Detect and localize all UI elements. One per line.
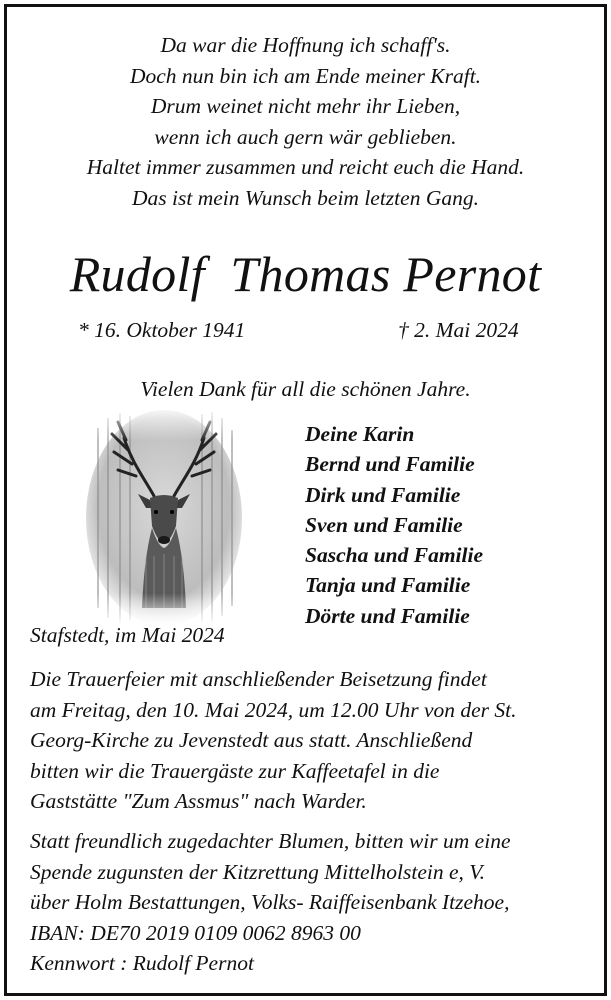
family-member: Tanja und Familie bbox=[305, 573, 471, 598]
family-list bbox=[305, 419, 483, 631]
thanks-line: Vielen Dank für all die schönen Jahre. bbox=[140, 377, 471, 401]
donation-line: IBAN: DE70 2019 0109 0062 8963 00 bbox=[30, 920, 361, 945]
death-date: † 2. Mai 2024 bbox=[398, 318, 519, 342]
family-member: Deine Karin bbox=[305, 422, 415, 446]
donation-info bbox=[30, 826, 511, 979]
funeral-line: Georg-Kirche zu Jevenstedt aus statt. Anschließend bbox=[30, 728, 473, 752]
donation-line: Spende zugunsten der Kitzrettung Mittelholstein e, V. bbox=[30, 859, 486, 884]
funeral-info bbox=[30, 664, 517, 817]
poem-line: Drum weinet nicht mehr ihr Lieben, bbox=[150, 94, 461, 118]
deceased-name: Rudolf Thomas Pernot bbox=[69, 246, 542, 302]
funeral-line: am Freitag, den 10. Mai 2024, um 12.00 Uhr von der St. bbox=[30, 697, 517, 722]
family-member: Bernd und Familie bbox=[305, 452, 475, 477]
family-member: Dirk und Familie bbox=[305, 482, 461, 507]
family-member: Dörte und Familie bbox=[305, 603, 470, 628]
poem-line: Doch nun bin ich am Ende meiner Kraft. bbox=[129, 63, 482, 88]
deer-illustration bbox=[84, 408, 244, 626]
family-member: Sascha und Familie bbox=[305, 543, 484, 568]
poem-line: wenn ich auch gern wär geblieben. bbox=[154, 124, 457, 149]
funeral-line: Gaststätte "Zum Assmus" nach Warder. bbox=[30, 789, 367, 813]
poem-line: Da war die Hoffnung ich schaff's. bbox=[160, 33, 451, 57]
birth-date: * 16. Oktober 1941 bbox=[78, 318, 246, 342]
place-date: Stafstedt, im Mai 2024 bbox=[30, 623, 225, 647]
donation-line: Statt freundlich zugedachter Blumen, bitten wir um eine bbox=[30, 829, 511, 853]
poem bbox=[0, 30, 611, 213]
donation-line: über Holm Bestattungen, Volks- Raiffeisenbank Itzehoe, bbox=[30, 890, 510, 914]
family-member: Sven und Familie bbox=[305, 512, 463, 537]
funeral-line: bitten wir die Trauergäste zur Kaffeetafel in die bbox=[30, 758, 440, 783]
poem-line: Das ist mein Wunsch beim letzten Gang. bbox=[132, 185, 479, 210]
donation-line: Kennwort : Rudolf Pernot bbox=[30, 951, 254, 975]
funeral-line: Die Trauerfeier mit anschließender Beisetzung findet bbox=[30, 667, 487, 691]
poem-line: Haltet immer zusammen und reicht euch die Hand. bbox=[86, 155, 525, 179]
